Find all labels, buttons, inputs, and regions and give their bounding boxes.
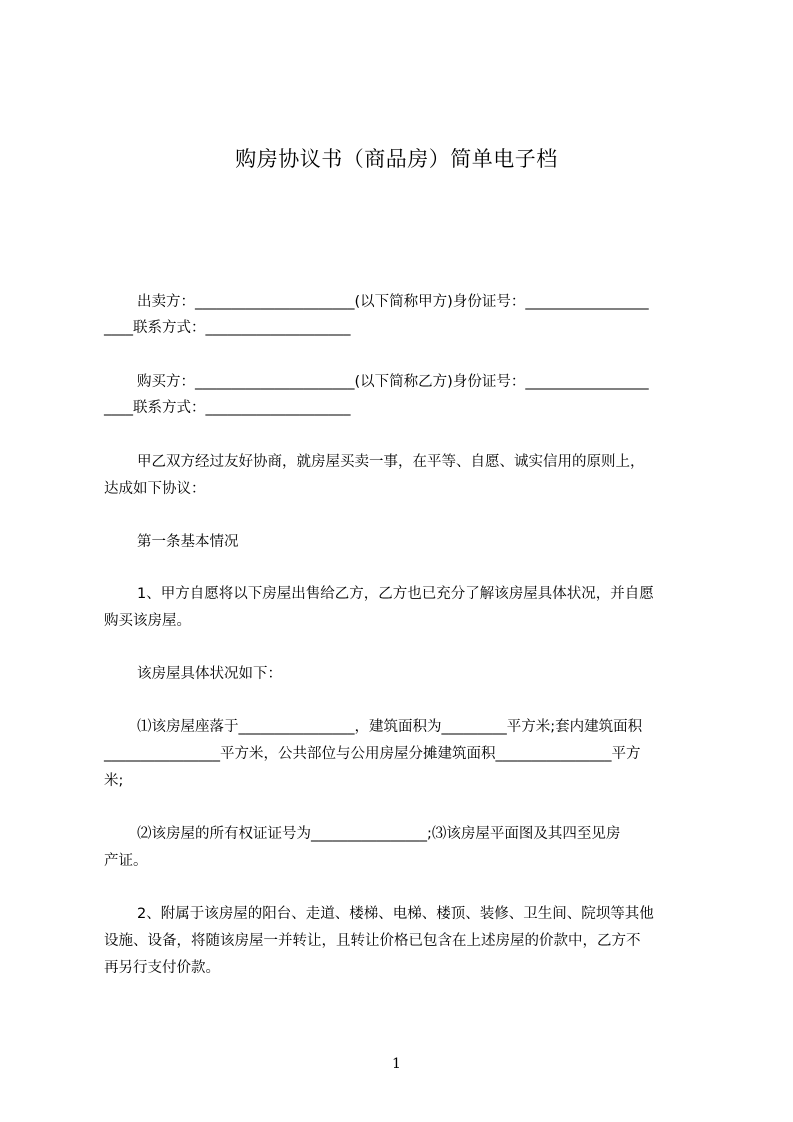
ownership-line: 产证。 [104, 853, 148, 869]
clause-2-line: 设施、设备，将随该房屋一并转让，且转让价格已包含在上述房屋的价款中，乙方不 [104, 933, 641, 949]
property-detail-line: 米; [104, 773, 124, 789]
buyer-line: 购买方：______________________(以下简称乙方)身份证号：_________________ [137, 374, 649, 390]
page-number: 1 [392, 1056, 401, 1072]
intro-paragraph-line: 达成如下协议： [104, 481, 206, 497]
buyer-contact-line: ____联系方式：____________________ [104, 400, 351, 416]
clause-2-line: 再另行支付价款。 [104, 960, 220, 976]
seller-line: 出卖方：______________________(以下简称甲方)身份证号：_________________ [137, 294, 649, 310]
clause-2-line: 2、附属于该房屋的阳台、走道、楼梯、电梯、楼顶、装修、卫生间、院坝等其他 [137, 906, 654, 922]
clause-1-line: 1、甲方自愿将以下房屋出售给乙方，乙方也已充分了解该房屋具体状况，并自愿 [137, 586, 654, 602]
document-title: 购房协议书（商品房）简单电子档 [235, 147, 558, 171]
property-detail-line: ________________平方米，公共部位与公用房屋分摊建筑面积________________平方 [104, 746, 641, 762]
clause-1-line: 购买该房屋。 [104, 613, 191, 629]
property-detail-line: ⑴该房屋座落于________________，建筑面积为_________平方米;套内建筑面积 [137, 719, 643, 735]
intro-paragraph-line: 甲乙双方经过友好协商，就房屋买卖一事，在平等、自愿、诚实信用的原则上， [137, 454, 645, 470]
ownership-line: ⑵该房屋的所有权证证号为________________;⑶该房屋平面图及其四至见房 [137, 826, 621, 842]
section-heading: 第一条基本情况 [137, 534, 239, 550]
property-status-heading: 该房屋具体状况如下： [137, 666, 282, 682]
seller-contact-line: ____联系方式：____________________ [104, 320, 351, 336]
